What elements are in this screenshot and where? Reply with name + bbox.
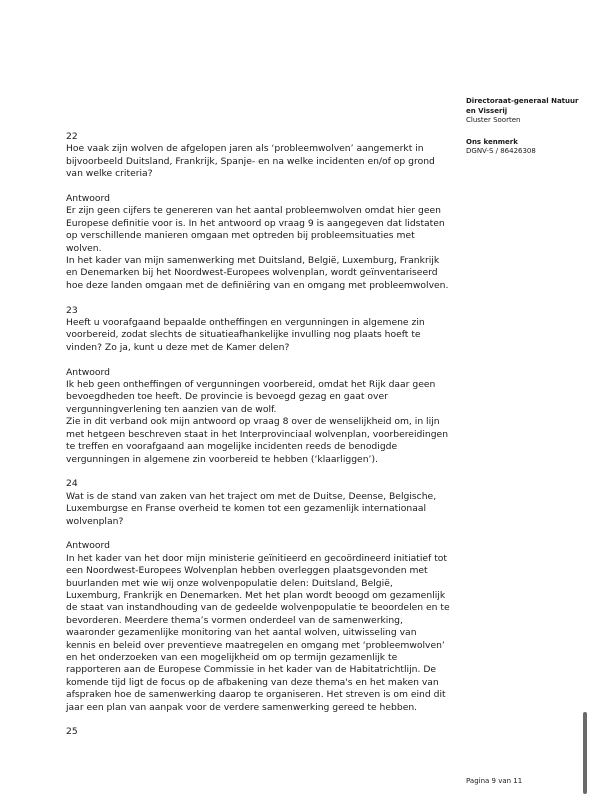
answer-23-line: vergunningverlening ten aanzien van de wolf. bbox=[66, 403, 277, 415]
question-number-23: 23 bbox=[66, 304, 78, 316]
question-23-line: vinden? Zo ja, kunt u deze met de Kamer delen? bbox=[66, 341, 290, 353]
question-number-24: 24 bbox=[66, 478, 78, 490]
answer-24-line: Luxemburg, Frankrijk en Denemarken. Met het plan wordt beoogd om gezamenlijk bbox=[66, 589, 446, 601]
answer-24-line: de staat van instandhouding van de gedeelde wolvenpopulatie te beoordelen en te bbox=[66, 602, 450, 614]
sidebar-metadata bbox=[466, 97, 586, 157]
org-name-line1: Directoraat-generaal Natuur bbox=[466, 97, 579, 105]
answer-24-line: waaronder gezamenlijke monitoring van het aantal wolven, uitwisseling van bbox=[66, 627, 417, 639]
question-22-line: van welke criteria? bbox=[66, 168, 153, 180]
answer-24-line: komende tijd ligt de focus op de afbakening van deze thema's en het maken van bbox=[66, 676, 439, 688]
answer-23-line: met hetgeen beschreven staat in het Interprovinciaal wolvenplan, voorbereidingen bbox=[66, 428, 449, 440]
document-body bbox=[66, 131, 461, 739]
answer-23-line: te treffen en voorafgaand aan mogelijke incidenten reeds de benodigde bbox=[66, 441, 398, 453]
answer-label-24: Antwoord bbox=[66, 540, 110, 552]
answer-22-line: wolven. bbox=[66, 242, 102, 254]
answer-22-line: In het kader van mijn samenwerking met Duitsland, België, Luxemburg, Frankrijk bbox=[66, 255, 440, 267]
question-22-line: bijvoorbeeld Duitsland, Frankrijk, Spanje- en na welke incidenten en/of op grond bbox=[66, 155, 435, 167]
answer-23-line: bevoegdheden toe heeft. De provincie is bevoegd gezag en gaat over bbox=[66, 391, 388, 403]
question-24-line: Luxemburgse en Franse overheid te komen tot een gezamenlijk internationaal bbox=[66, 503, 427, 515]
org-cluster: Cluster Soorten bbox=[466, 116, 521, 124]
answer-label-23: Antwoord bbox=[66, 366, 110, 378]
reference-value: DGNV-S / 86426308 bbox=[466, 147, 536, 155]
answer-23-line: vergunningen in algemene zin voorbereid te hebben (‘klaarliggen’). bbox=[66, 453, 378, 465]
answer-24-line: bevorderen. Meerdere thema’s vormen onderdeel van de samenwerking, bbox=[66, 614, 403, 626]
answer-24-line: en het onderzoeken van een mogelijkheid om op termijn gezamenlijk te bbox=[66, 651, 398, 663]
org-name-line2: en Visserij bbox=[466, 106, 508, 115]
scrollbar-thumb[interactable] bbox=[583, 712, 587, 794]
answer-23-line: Zie in dit verband ook mijn antwoord op vraag 8 over de wenselijkheid om, in lijn bbox=[66, 416, 440, 428]
page-number: Pagina 9 van 11 bbox=[466, 777, 523, 785]
answer-24-line: een Noordwest-Europees Wolvenplan hebben overleggen plaatsgevonden met bbox=[66, 565, 428, 577]
answer-24-line: In het kader van het door mijn ministerie geïnitieerd en gecoördineerd initiatief tot bbox=[66, 552, 448, 564]
answer-23-line: Ik heb geen ontheffingen of vergunningen voorbereid, omdat het Rijk daar geen bbox=[66, 379, 436, 391]
answer-24-line: kennis en beleid over preventieve maatregelen en omgang met ‘probleemwolven’ bbox=[66, 639, 445, 651]
answer-24-line: buurlanden met wie wij onze wolvenpopulatie delen: Duitsland, België, bbox=[66, 577, 393, 589]
answer-22-line: Er zijn geen cijfers te genereren van het aantal probleemwolven omdat hier geen bbox=[66, 205, 441, 217]
answer-24-line: jaar een plan van aanpak voor de verdere samenwerking gereed te hebben. bbox=[66, 701, 418, 713]
answer-22-line: Europese definitie voor is. In het antwoord op vraag 9 is aangegeven dat lidstaten bbox=[66, 217, 445, 229]
question-number-25: 25 bbox=[66, 726, 78, 738]
answer-24-line: afspraken hoe de samenwerking daarop te organiseren. Het streven is om eind dit bbox=[66, 689, 446, 701]
answer-24-line: rapporteren aan de Europese Commissie in het kader van de Habitatrichtlijn. De bbox=[66, 664, 437, 676]
answer-22-line: op verschillende manieren omgaan met optreden bij probleemsituaties met bbox=[66, 230, 415, 242]
answer-label-22: Antwoord bbox=[66, 193, 110, 205]
question-22-line: Hoe vaak zijn wolven de afgelopen jaren als ‘probleemwolven’ aangemerkt in bbox=[66, 143, 424, 155]
question-23-line: voorbereid, zodat slechts de situatieafhankelijke invulling nog plaats hoeft te bbox=[66, 329, 421, 341]
question-23-line: Heeft u voorafgaand bepaalde ontheffingen en vergunningen in algemene zin bbox=[66, 317, 425, 329]
question-number-22: 22 bbox=[66, 131, 78, 142]
answer-22-line: hoe deze landen omgaan met de definiëring van en omgang met probleemwolven. bbox=[66, 279, 449, 291]
question-24-line: wolvenplan? bbox=[66, 515, 124, 527]
question-24-line: Wat is de stand van zaken van het traject om met de Duitse, Deense, Belgische, bbox=[66, 490, 437, 502]
answer-22-line: en Denemarken bij het Noordwest-Europees wolvenplan, wordt geïnventariseerd bbox=[66, 267, 438, 279]
reference-label: Ons kenmerk bbox=[466, 137, 518, 146]
